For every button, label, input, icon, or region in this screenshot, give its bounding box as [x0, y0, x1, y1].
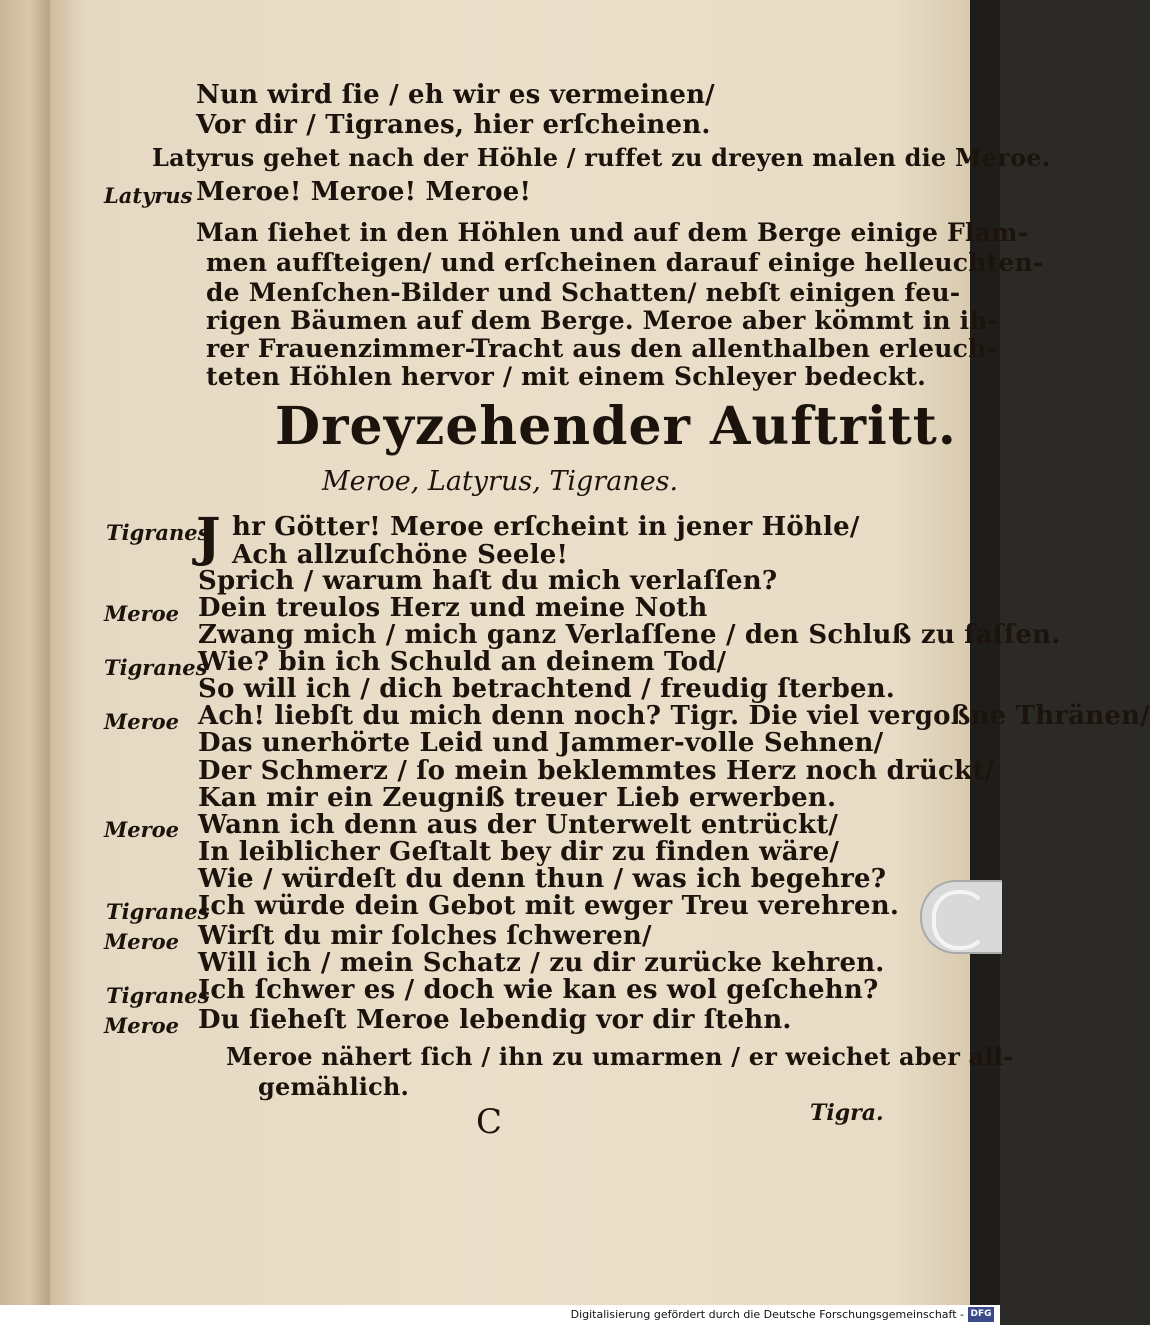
dialogue-line: Wann ich denn aus der Unterwelt entrückt/: [198, 810, 839, 840]
speaker-label: Tigranes: [106, 899, 210, 924]
dialogue-line: Ach allzuſchöne Seele!: [232, 540, 569, 570]
dialogue-line: Ich ſchwer es / doch wie kan es wol geſchehn?: [198, 975, 879, 1005]
catchword: Tigra.: [810, 1100, 884, 1126]
stage-direction-line: Man ſiehet in den Höhlen und auf dem Berge einige Flam-: [196, 218, 1029, 247]
dialogue-line: Ach! liebſt du mich denn noch? Tigr. Die viel vergoßne Thränen/: [198, 701, 1150, 731]
dialogue-line: Der Schmerz / ſo mein beklemmtes Herz noch drückt/: [198, 756, 995, 786]
footer-credit: Digitalisierung gefördert durch die Deutsche Forschungsgemeinschaft -: [570, 1308, 964, 1321]
scene-heading: Dreyzehender Auftritt.: [275, 396, 957, 457]
stage-direction: Latyrus gehet nach der Höhle / ruffet zu dreyen malen die Meroe.: [152, 143, 1051, 172]
dialogue-line: So will ich / dich betrachtend / freudig ſterben.: [198, 674, 896, 704]
dialogue-line: Das unerhörte Leid und Jammer-volle Sehnen/: [198, 728, 884, 758]
stage-direction-line: men aufſteigen/ und erſcheinen darauf einige helleuchten-: [206, 248, 1044, 277]
speaker-label: Tigranes: [106, 983, 210, 1008]
speaker-label: Tigranes: [106, 520, 210, 545]
stage-direction-line: rigen Bäumen auf dem Berge. Meroe aber kömmt in ih-: [206, 306, 999, 335]
stage-direction-line: rer Frauenzimmer-Tracht aus den allenthalben erleuch-: [206, 334, 998, 363]
signature-mark: C: [476, 1102, 503, 1142]
verse-line: Vor dir / Tigranes, hier erſcheinen.: [196, 110, 711, 140]
character-list: Meroe, Latyrus, Tigranes.: [322, 466, 679, 497]
stage-direction-line: de Menſchen-Bilder und Schatten/ nebſt einigen feu-: [206, 278, 961, 307]
facing-page-edge: [0, 0, 50, 1305]
speaker-label: Latyrus: [104, 183, 193, 208]
dialogue-line: Sprich / warum haſt du mich verlaſſen?: [198, 566, 778, 596]
decorated-initial: J: [196, 507, 221, 568]
speaker-label: Meroe: [104, 601, 180, 626]
speaker-label: Meroe: [104, 817, 180, 842]
footer-bar: [0, 1305, 1000, 1325]
dialogue-line: Dein treulos Herz und meine Noth: [198, 593, 708, 623]
speaker-label: Meroe: [104, 709, 180, 734]
dialogue-line: Du ſieheſt Meroe lebendig vor dir ſtehn.: [198, 1005, 792, 1035]
dialogue-line: Wie? bin ich Schuld an deinem Tod/: [198, 647, 727, 677]
dialogue-line: In leiblicher Geſtalt bey dir zu finden wäre/: [198, 837, 840, 867]
dialogue-line: Ich würde dein Gebot mit ewger Treu verehren.: [198, 891, 900, 921]
speaker-label: Tigranes: [104, 655, 208, 680]
dialogue-line: Wie / würdeſt du denn thun / was ich begehre?: [198, 864, 887, 894]
speaker-label: Meroe: [104, 1013, 180, 1038]
dialogue-line: Zwang mich / mich ganz Verlaſſene / den Schluß zu faſſen.: [198, 620, 1061, 650]
stage-direction-line: Meroe nähert ſich / ihn zu umarmen / er weichet aber all-: [226, 1042, 1014, 1071]
dialogue-line: Wirſt du mir ſolches ſchweren/: [198, 921, 652, 951]
stage-direction-line: gemählich.: [258, 1072, 410, 1101]
dfg-logo: DFG: [968, 1307, 994, 1322]
verse-line: Nun wird ſie / eh wir es vermeinen/: [196, 80, 715, 110]
dialogue-line: Will ich / mein Schatz / zu dir zurücke kehren.: [198, 948, 885, 978]
stage-direction-line: teten Höhlen hervor / mit einem Schleyer bedeckt.: [206, 362, 927, 391]
speaker-label: Meroe: [104, 929, 180, 954]
dialogue-line: Meroe! Meroe! Meroe!: [196, 177, 532, 207]
page-turn-tab[interactable]: [920, 880, 1002, 954]
dialogue-line: hr Götter! Meroe erſcheint in jener Höhle/: [232, 512, 860, 542]
dialogue-line: Kan mir ein Zeugniß treuer Lieb erwerben.: [198, 783, 837, 813]
